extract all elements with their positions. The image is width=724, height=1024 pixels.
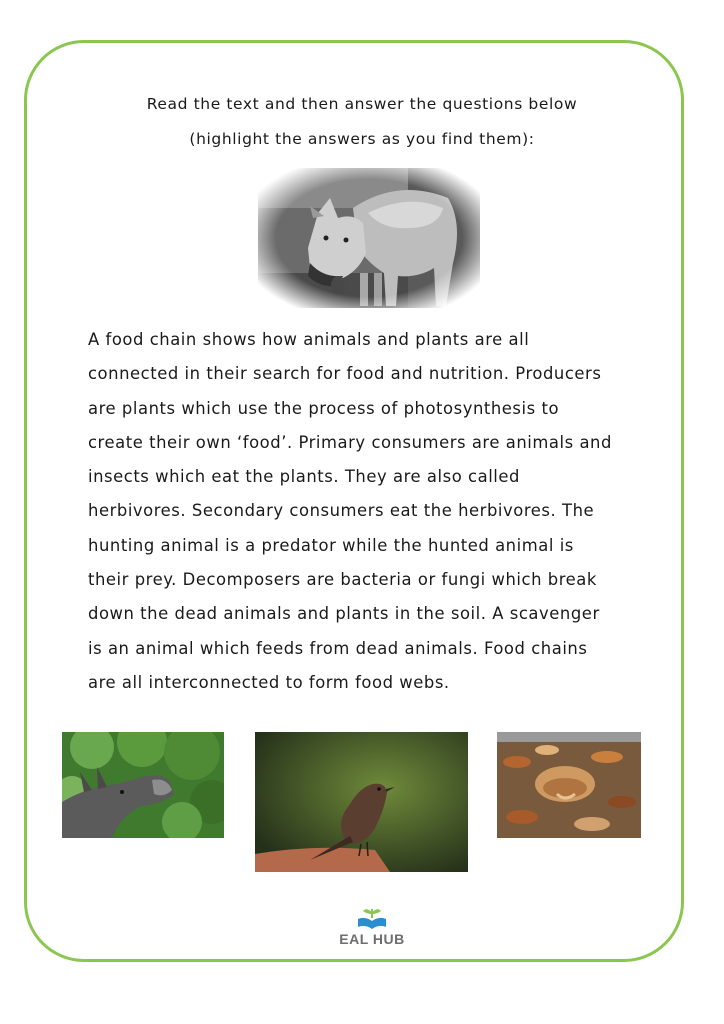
passage-line: herbivores. Secondary consumers eat the herbivores. The [88,501,595,521]
passage-line: create their own ‘food’. Primary consumers are animals and [88,432,612,452]
instruction-line-2: (highlight the answers as you find them): [189,130,535,148]
logo-text: EAL HUB [339,931,405,947]
passage-line: insects which eat the plants. They are also called [88,467,520,487]
passage-line: are all interconnected to form food webs. [88,672,450,692]
passage-text [88,323,648,700]
passage-line: A food chain shows how animals and plants are all [88,330,530,349]
passage-line: is an animal which feeds from dead animals. Food chains [88,638,588,658]
passage-line: are plants which use the process of photosynthesis to [88,398,560,418]
bird-photo [255,732,468,872]
mushroom-photo [497,732,641,838]
book-sprout-icon [354,906,390,930]
passage-line: down the dead animals and plants in the soil. A scavenger [88,604,600,624]
donkey-photo [62,732,224,838]
instruction-line-1: Read the text and then answer the questions below [146,95,578,113]
eal-hub-logo [322,906,422,952]
wolf-photo [258,168,480,308]
passage-line: connected in their search for food and nutrition. Producers [88,364,602,384]
passage-line: their prey. Decomposers are bacteria or fungi which break [88,570,597,590]
passage-line: hunting animal is a predator while the hunted animal is [88,535,574,555]
